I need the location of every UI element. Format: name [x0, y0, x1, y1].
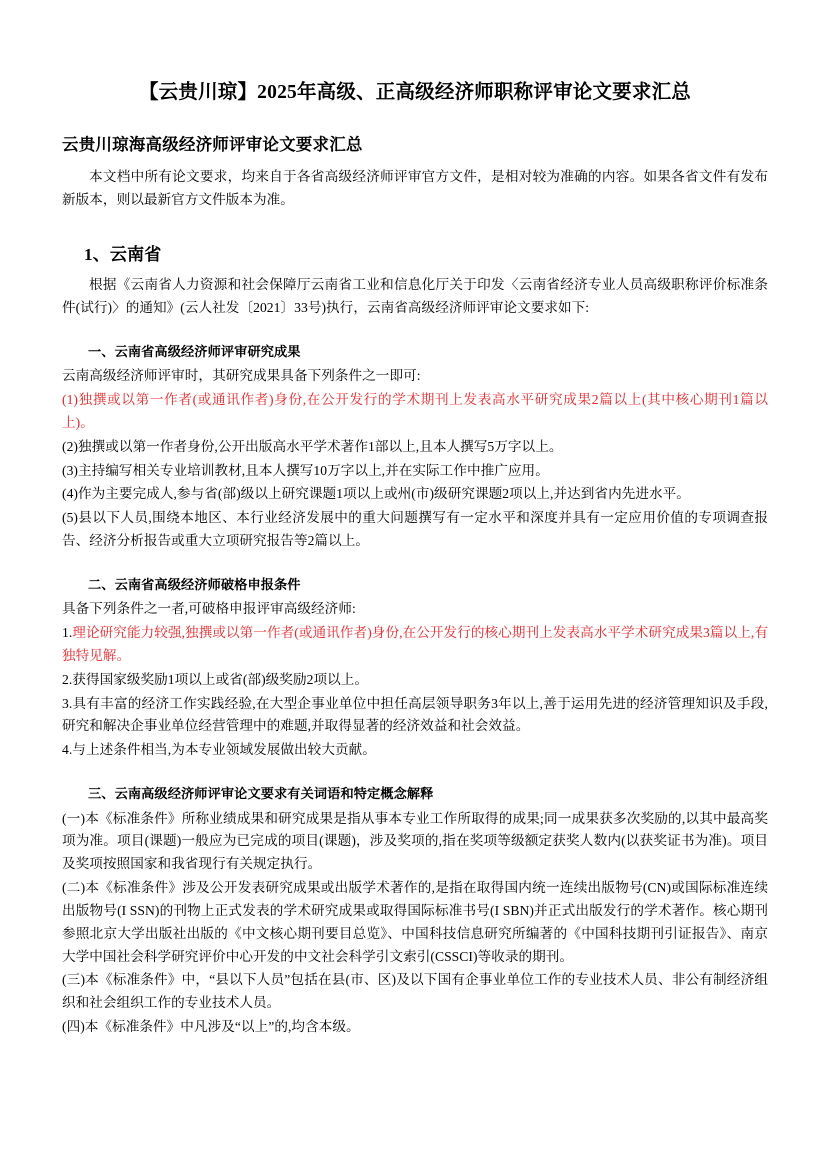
research-results-item-5: (5)县以下人员,围绕本地区、本行业经济发展中的重大问题撰写有一定水平和深度并具有一定应用价值的专项调查报告、经济分析报告或重大立项研究报告等2篇以上。: [62, 510, 768, 549]
exceptional-application-item-1-text: 理论研究能力较强,独撰或以第一作者(或通讯作者)身份,在公开发行的核心期刊上发表高水平学术研究成果3篇以上,有独特见解。: [62, 625, 768, 663]
exceptional-application-item-1: [62, 622, 768, 668]
document-subtitle: 云贵川琼海高级经济师评审论文要求汇总: [62, 135, 363, 155]
research-results-lead: 云南高级经济师评审时，其研究成果具备下列条件之一即可:: [62, 368, 421, 384]
exceptional-application-item-2: 2.获得国家级奖励1项以上或省(部)级奖励2项以上。: [62, 671, 369, 687]
subsection-heading-terminology: 三、云南高级经济师评审论文要求有关词语和特定概念解释: [88, 786, 434, 802]
exceptional-application-lead: 具备下列条件之一者,可破格申报评审高级经济师:: [62, 601, 356, 617]
exceptional-application-item-4: 4.与上述条件相当,为本专业领域发展做出较大贡献。: [62, 742, 376, 758]
research-results-item-4: (4)作为主要完成人,参与省(部)级以上研究课题1项以上或州(市)级研究课题2项以上,并达到省内先进水平。: [62, 486, 690, 502]
research-results-item-3: (3)主持编写相关专业培训教材,且本人撰写10万字以上,并在实际工作中推广应用。: [62, 462, 549, 478]
intro-paragraph: 本文档中所有论文要求，均来自于各省高级经济师评审官方文件，是相对较为准确的内容。如果各省文件有发布新版本，则以最新官方文件版本为准。: [62, 169, 768, 207]
terminology-item-2: (二)本《标准条件》涉及公开发表研究成果或出版学术著作的,是指在取得国内统一连续出版物号(CN)或国际标准连续出版物号(I SSN)的刊物上正式发表的学术研究成果或取得国际标准书号(I SBN)并正式出版发行的学术著作。核心期刊参照北京大学出版社出版的《中文核心期刊要目总览》、中国科技信息研究所编著的《中国科技期刊引证报告》、南京大学中国社会科学研究评价中心开发的中文社会科学引文索引(CSSCI)等收录的期刊。: [62, 880, 768, 964]
terminology-item-1: (一)本《标准条件》所称业绩成果和研究成果是指从事本专业工作所取得的成果;同一成果获多次奖励的,以其中最高奖项为准。项目(课题)一般应为已完成的项目(课题)，涉及奖项的,指在奖项等级额定获奖人数内(以获奖证书为准)。项目及奖项按照国家和我省现行有关规定执行。: [62, 810, 768, 872]
research-results-item-1: (1)独撰或以第一作者(或通讯作者)身份,在公开发行的学术期刊上发表高水平研究成果2篇以上(其中核心期刊1篇以上)。: [62, 392, 768, 430]
research-results-item-2: (2)独撰或以第一作者身份,公开出版高水平学术著作1部以上,且本人撰写5万字以上。: [62, 438, 563, 454]
exceptional-application-item-1-number: 1.: [62, 625, 73, 641]
document-title: 【云贵川琼】2025年高级、正高级经济师职称评审论文要求汇总: [138, 82, 691, 103]
subsection-heading-exceptional-application: 二、云南省高级经济师破格申报条件: [88, 576, 301, 592]
subsection-heading-research-results: 一、云南省高级经济师评审研究成果: [88, 343, 301, 359]
terminology-item-3: (三)本《标准条件》中，“县以下人员”包括在县(市、区)及以下国有企事业单位工作的专业技术人员、非公有制经济组织和社会组织工作的专业技术人员。: [62, 972, 768, 1011]
section-heading-yunnan: 1、云南省: [84, 244, 162, 264]
section-intro-yunnan: 根据《云南省人力资源和社会保障厅云南省工业和信息化厅关于印发〈云南省经济专业人员高级职称评价标准条件(试行)〉的通知》(云人社发〔2021〕33号)执行，云南省高级经济师评审论文要求如下:: [62, 277, 768, 315]
exceptional-application-item-3: 3.具有丰富的经济工作实践经验,在大型企事业单位中担任高层领导职务3年以上,善于运用先进的经济管理知识及手段,研究和解决企事业单位经营管理中的难题,并取得显著的经济效益和社会效益。: [62, 695, 768, 734]
terminology-item-4: (四)本《标准条件》中凡涉及“以上”的,均含本级。: [62, 1019, 360, 1035]
